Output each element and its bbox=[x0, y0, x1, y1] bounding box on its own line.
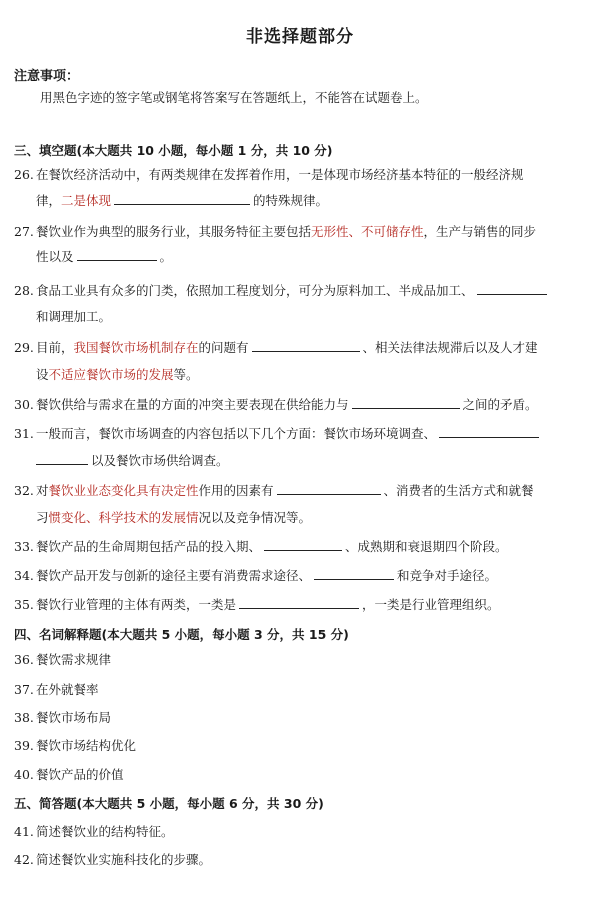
question-text: 、相关法律法规滞后以及人才建 bbox=[362, 340, 538, 355]
highlighted-text: 二是体现 bbox=[61, 193, 112, 208]
question-text: 餐饮产品的生命周期包括产品的投入期、 bbox=[36, 539, 262, 554]
question-number: 30. bbox=[14, 397, 34, 412]
question-number: 41. bbox=[14, 824, 34, 839]
highlighted-text: 餐饮业业态变化具有决定性 bbox=[48, 483, 199, 498]
question-text: 律， bbox=[36, 193, 62, 208]
highlighted-text: 惯变化、科学技术的发展情 bbox=[48, 510, 199, 525]
question-number: 37. bbox=[14, 682, 34, 697]
question-27 bbox=[14, 223, 586, 241]
question-number: 33. bbox=[14, 539, 34, 554]
question-text: 在外就餐率 bbox=[36, 682, 99, 697]
question-text: ，一类是行业管理组织。 bbox=[362, 597, 500, 612]
question-number: 27. bbox=[14, 224, 34, 239]
question-number: 39. bbox=[14, 738, 34, 753]
question-36 bbox=[14, 651, 586, 669]
question-text: 餐饮需求规律 bbox=[36, 652, 112, 667]
answer-blank bbox=[352, 396, 460, 409]
notice-text: 用黑色字迹的签字笔或钢笔将答案写在答题纸上，不能答在试题卷上。 bbox=[40, 90, 428, 105]
question-28 bbox=[14, 282, 586, 300]
question-text: 目前， bbox=[36, 340, 74, 355]
question-text: 对 bbox=[36, 483, 49, 498]
question-37 bbox=[14, 681, 586, 699]
question-26 bbox=[14, 166, 586, 184]
section-heading-short-answer: 五、简答题(本大题共 5 小题，每小题 6 分，共 30 分) bbox=[14, 796, 324, 811]
question-text: 之间的矛盾。 bbox=[462, 397, 538, 412]
question-40 bbox=[14, 766, 586, 784]
question-number: 31. bbox=[14, 426, 34, 441]
question-number: 26. bbox=[14, 167, 34, 182]
question-text: 、消费者的生活方式和就餐 bbox=[383, 483, 534, 498]
question-31 bbox=[14, 425, 586, 443]
question-29-continued bbox=[14, 366, 586, 384]
question-text: 简述餐饮业的结构特征。 bbox=[36, 824, 174, 839]
question-number: 34. bbox=[14, 568, 34, 583]
question-text: 。 bbox=[159, 249, 173, 264]
question-number: 38. bbox=[14, 710, 34, 725]
question-text: 餐饮业作为典型的服务行业，其服务特征主要包括 bbox=[36, 224, 312, 239]
question-text: 餐饮产品的价值 bbox=[36, 767, 124, 782]
question-number: 42. bbox=[14, 852, 34, 867]
question-text: 性以及 bbox=[36, 249, 74, 264]
question-30 bbox=[14, 396, 586, 414]
highlighted-text: 不适应餐饮市场的发展 bbox=[48, 367, 174, 382]
question-text: 等。 bbox=[173, 367, 199, 382]
question-text: 餐饮供给与需求在量的方面的冲突主要表现在供给能力与 bbox=[36, 397, 349, 412]
answer-blank bbox=[114, 192, 250, 205]
question-number: 32. bbox=[14, 483, 34, 498]
question-text: 况以及竞争情况等。 bbox=[198, 510, 312, 525]
question-text: 的问题有 bbox=[198, 340, 249, 355]
question-text: 餐饮行业管理的主体有两类，一类是 bbox=[36, 597, 237, 612]
question-text: 和调理加工。 bbox=[36, 309, 112, 324]
page-title: 非选择题部分 bbox=[246, 27, 354, 47]
question-text: 习 bbox=[36, 510, 49, 525]
question-text: 餐饮市场结构优化 bbox=[36, 738, 137, 753]
question-38 bbox=[14, 709, 586, 727]
question-number: 40. bbox=[14, 767, 34, 782]
section-heading-fill-in: 三、填空题(本大题共 10 小题，每小题 1 分，共 10 分) bbox=[14, 143, 333, 158]
answer-blank bbox=[77, 248, 157, 261]
answer-blank bbox=[439, 425, 539, 438]
question-text: ，生产与销售的同步 bbox=[423, 224, 537, 239]
notice-heading: 注意事项： bbox=[14, 69, 80, 84]
highlighted-text: 我国餐饮市场机制存在 bbox=[73, 340, 199, 355]
answer-blank bbox=[36, 452, 88, 465]
question-text: 餐饮产品开发与创新的途径主要有消费需求途径、 bbox=[36, 568, 312, 583]
question-34 bbox=[14, 567, 586, 585]
answer-blank bbox=[239, 596, 359, 609]
question-27-continued bbox=[14, 248, 586, 266]
question-number: 29. bbox=[14, 340, 34, 355]
question-29 bbox=[14, 339, 586, 357]
answer-blank bbox=[477, 282, 547, 295]
question-text: 和竞争对手途径。 bbox=[397, 568, 498, 583]
answer-blank bbox=[252, 339, 360, 352]
question-text: 以及餐饮市场供给调查。 bbox=[91, 453, 229, 468]
question-text: 设 bbox=[36, 367, 49, 382]
question-35 bbox=[14, 596, 586, 614]
question-number: 28. bbox=[14, 283, 34, 298]
question-text: 的特殊规律。 bbox=[253, 193, 329, 208]
question-text: 一般而言，餐饮市场调查的内容包括以下几个方面：餐饮市场环境调查、 bbox=[36, 426, 437, 441]
answer-blank bbox=[264, 538, 342, 551]
question-text: 简述餐饮业实施科技化的步骤。 bbox=[36, 852, 212, 867]
answer-blank bbox=[314, 567, 394, 580]
question-text: 在餐饮经济活动中，有两类规律在发挥着作用，一是体现市场经济基本特征的一般经济规 bbox=[36, 167, 524, 182]
question-39 bbox=[14, 737, 586, 755]
question-26-continued bbox=[14, 192, 586, 210]
answer-blank bbox=[277, 482, 381, 495]
question-41 bbox=[14, 823, 586, 841]
question-33 bbox=[14, 538, 586, 556]
question-number: 35. bbox=[14, 597, 34, 612]
question-number: 36. bbox=[14, 652, 34, 667]
question-text: 食品工业具有众多的门类，依照加工程度划分，可分为原料加工、半成品加工、 bbox=[36, 283, 474, 298]
question-31-continued bbox=[14, 452, 586, 470]
highlighted-text: 无形性、不可储存性 bbox=[311, 224, 424, 239]
question-text: 餐饮市场布局 bbox=[36, 710, 112, 725]
question-42 bbox=[14, 851, 586, 869]
question-32-continued bbox=[14, 509, 586, 527]
question-text: 作用的因素有 bbox=[198, 483, 274, 498]
question-28-continued bbox=[14, 308, 586, 326]
question-text: 、成熟期和衰退期四个阶段。 bbox=[345, 539, 508, 554]
section-heading-terms: 四、名词解释题(本大题共 5 小题，每小题 3 分，共 15 分) bbox=[14, 627, 349, 642]
question-32 bbox=[14, 482, 586, 500]
